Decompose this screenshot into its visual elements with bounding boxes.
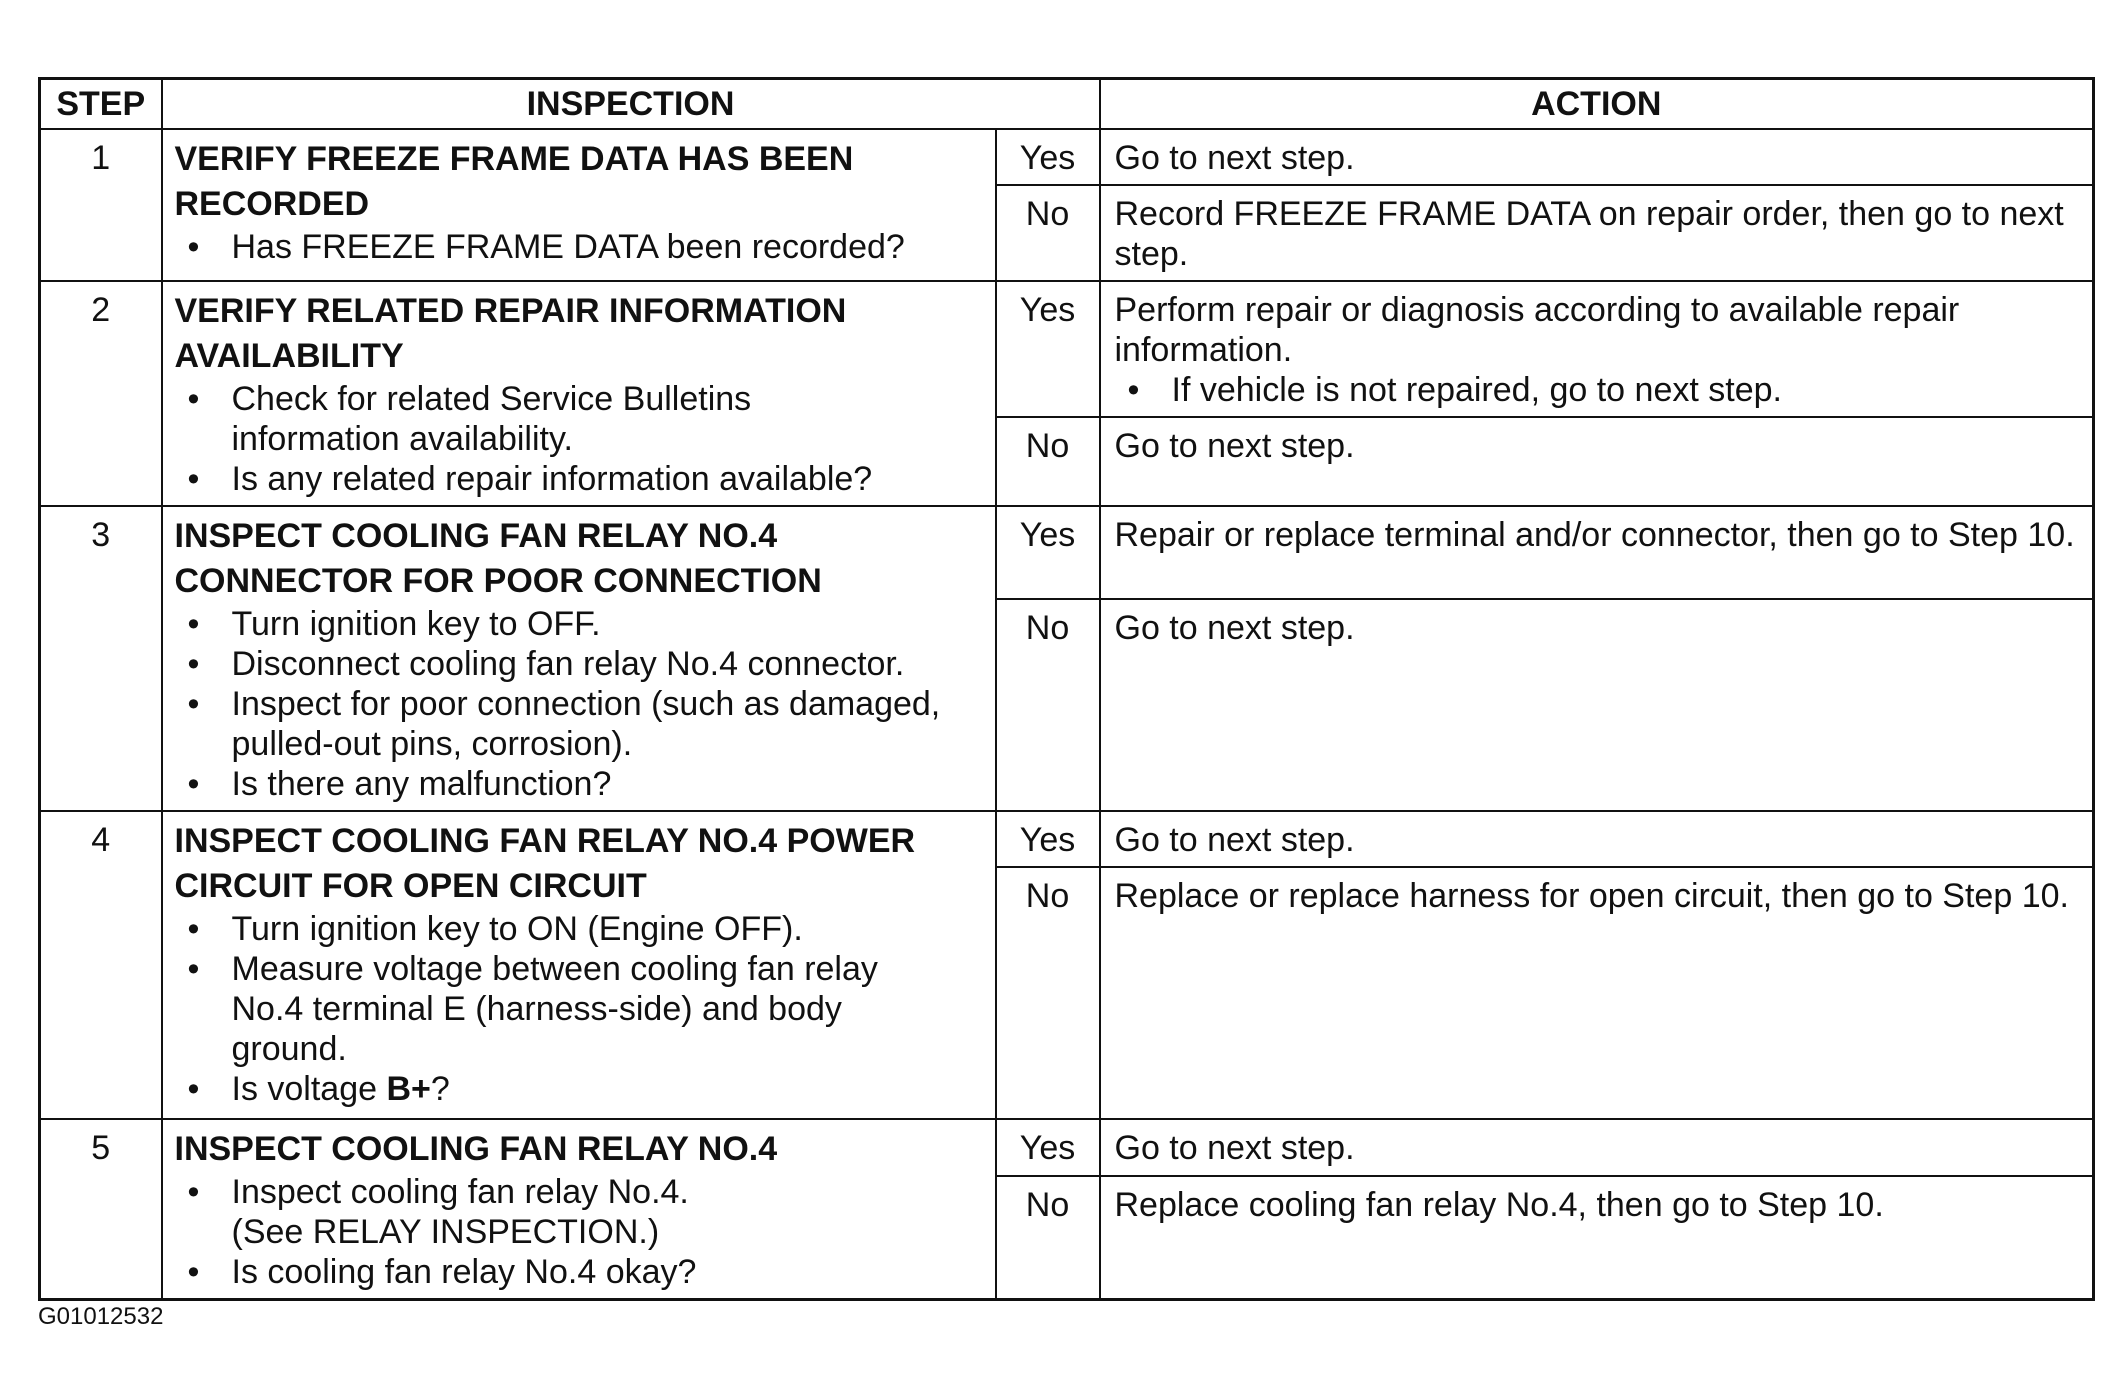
inspection-title-line: VERIFY FREEZE FRAME DATA HAS BEEN — [174, 140, 854, 178]
diagnostic-table — [38, 77, 2095, 1301]
inspection-title-line: INSPECT COOLING FAN RELAY NO.4 — [174, 1130, 778, 1168]
inspection-title-line: CIRCUIT FOR OPEN CIRCUIT — [174, 867, 647, 905]
inspection-bullets — [175, 1172, 985, 1292]
no-label: No — [996, 1176, 1100, 1300]
no-action: Replace cooling fan relay No.4, then go to Step 10. — [1100, 1176, 2094, 1300]
yes-label: Yes — [996, 1119, 1100, 1176]
inspection-bullet — [175, 1172, 985, 1252]
step-number: 1 — [40, 129, 162, 281]
table-row — [40, 281, 2094, 417]
step-number: 2 — [40, 281, 162, 506]
step-number: 4 — [40, 811, 162, 1119]
header-step: STEP — [40, 79, 162, 130]
header-row — [40, 79, 2094, 130]
bullet-line: (See RELAY INSPECTION.) — [231, 1213, 660, 1251]
yes-action: Go to next step. — [1100, 1119, 2094, 1176]
inspection-title-line: INSPECT COOLING FAN RELAY NO.4 POWER — [174, 822, 916, 860]
yes-action: Go to next step. — [1100, 129, 2094, 185]
inspection-bullet: • Turn ignition key to ON (Engine OFF). — [175, 909, 915, 949]
inspection-title-line: RECORDED — [174, 185, 370, 223]
inspection-title — [175, 819, 985, 909]
inspection-title — [175, 514, 985, 604]
inspection-bullet: • Is cooling fan relay No.4 okay? — [175, 1252, 985, 1292]
no-label: No — [996, 599, 1100, 811]
yes-action: Perform repair or diagnosis according to available repair information. — [1114, 291, 1960, 369]
inspection-bullet: • Inspect for poor connection (such as damaged, pulled-out pins, corrosion). — [175, 684, 985, 764]
no-action: Record FREEZE FRAME DATA on repair order, then go to next step. — [1100, 185, 2094, 281]
step-number: 5 — [40, 1119, 162, 1300]
inspection-bullets — [175, 604, 985, 804]
inspection-bullet: • Turn ignition key to OFF. — [175, 604, 985, 644]
action-bullet: • If vehicle is not repaired, go to next step. — [1115, 370, 2079, 410]
yes-label: Yes — [996, 506, 1100, 599]
inspection-cell — [162, 281, 996, 506]
inspection-title — [175, 289, 985, 379]
inspection-bullets — [175, 379, 873, 499]
yes-label: Yes — [996, 281, 1100, 417]
yes-label: Yes — [996, 129, 1100, 185]
no-label: No — [996, 867, 1100, 1119]
inspection-title-line: AVAILABILITY — [174, 337, 404, 375]
inspection-bullet: • Measure voltage between cooling fan relay No.4 terminal E (harness-side) and body ground. — [175, 949, 915, 1069]
inspection-bullets — [175, 909, 915, 1109]
step-number: 3 — [40, 506, 162, 811]
table-row — [40, 506, 2094, 599]
inspection-title-line: INSPECT COOLING FAN RELAY NO.4 — [174, 517, 778, 555]
inspection-cell — [162, 1119, 996, 1300]
no-action: Go to next step. — [1100, 417, 2094, 506]
inspection-cell — [162, 811, 996, 1119]
bullet-text: ? — [430, 1070, 450, 1108]
header-inspection: INSPECTION — [162, 79, 1100, 130]
action-bullets — [1115, 370, 2079, 410]
yes-action: Go to next step. — [1100, 811, 2094, 867]
yes-action-cell — [1100, 281, 2094, 417]
inspection-bullet: • Has FREEZE FRAME DATA been recorded? — [175, 227, 985, 267]
inspection-cell — [162, 129, 996, 281]
table-row — [40, 1119, 2094, 1176]
figure-code: G01012532 — [38, 1303, 164, 1330]
bullet-line: • Inspect cooling fan relay No.4. — [231, 1173, 689, 1211]
inspection-cell — [162, 506, 996, 811]
no-action: Go to next step. — [1100, 599, 2094, 811]
inspection-title-line: CONNECTOR FOR POOR CONNECTION — [174, 562, 822, 600]
no-label: No — [996, 417, 1100, 506]
bullet-bold-text: B+ — [386, 1070, 431, 1108]
table-row — [40, 129, 2094, 185]
inspection-title — [175, 1127, 985, 1172]
no-label: No — [996, 185, 1100, 281]
bullet-text: Is voltage — [231, 1070, 387, 1108]
yes-action: Repair or replace terminal and/or connector, then go to Step 10. — [1100, 506, 2094, 599]
table-row — [40, 811, 2094, 867]
inspection-bullet: • Disconnect cooling fan relay No.4 connector. — [175, 644, 985, 684]
inspection-bullet: • Check for related Service Bulletins information availability. — [175, 379, 815, 459]
header-action: ACTION — [1100, 79, 2094, 130]
inspection-bullet: • Is any related repair information available? — [175, 459, 1032, 499]
inspection-title-line: VERIFY RELATED REPAIR INFORMATION — [174, 292, 847, 330]
yes-label: Yes — [996, 811, 1100, 867]
inspection-bullets — [175, 227, 985, 267]
inspection-title — [175, 137, 985, 227]
inspection-bullet: • Is there any malfunction? — [175, 764, 985, 804]
no-action: Replace or replace harness for open circuit, then go to Step 10. — [1100, 867, 2094, 1119]
inspection-bullet — [175, 1069, 915, 1109]
